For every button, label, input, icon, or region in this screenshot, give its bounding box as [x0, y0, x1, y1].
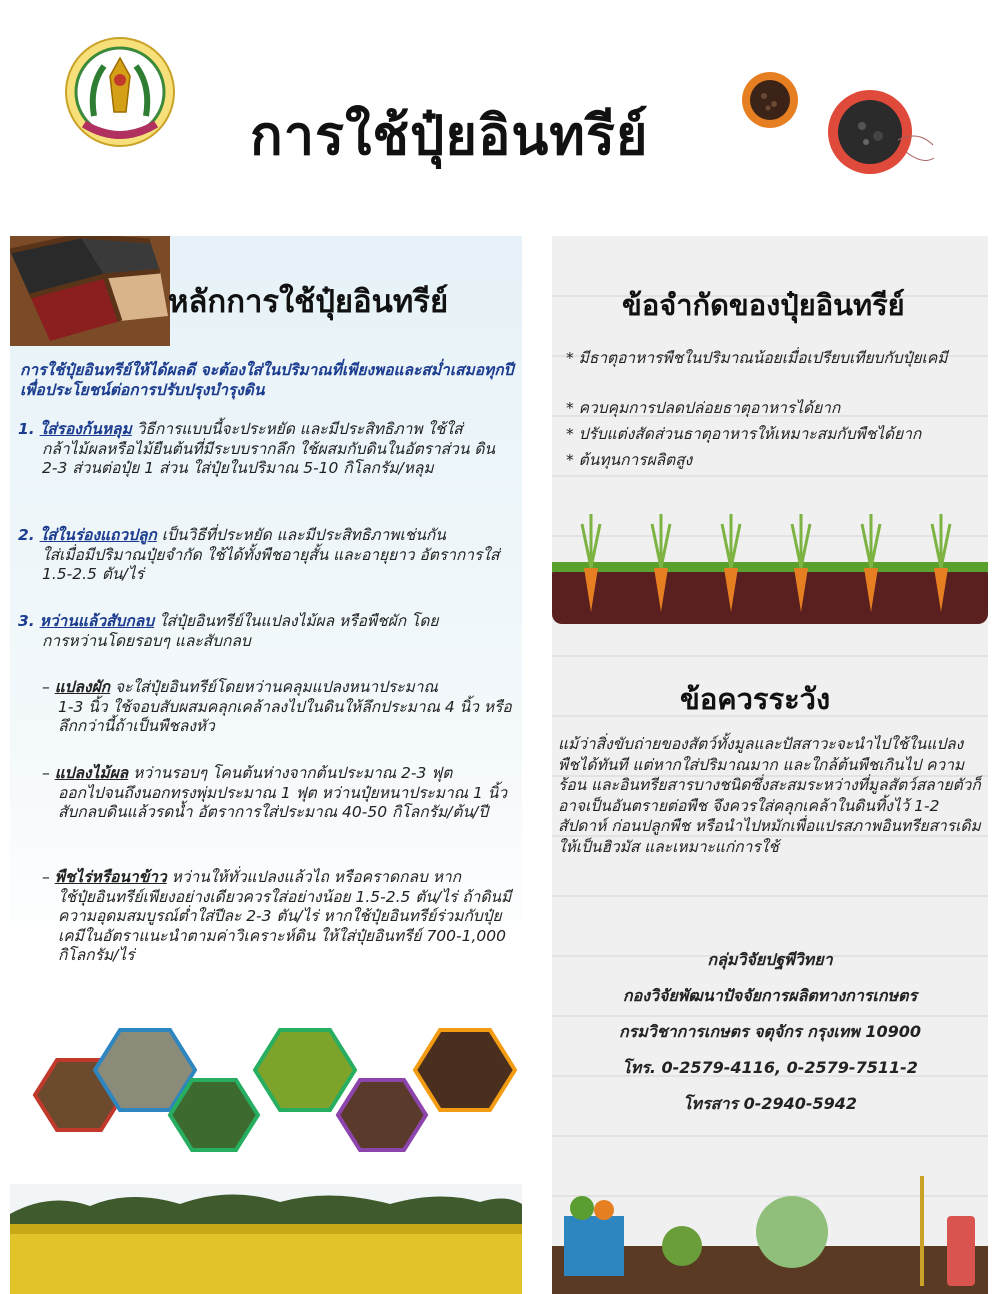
contact-fax: โทรสาร 0-2940-5942: [682, 1094, 858, 1113]
item-number: 1.: [18, 420, 35, 438]
item-text-cont: กล้าไม้ผลหรือไม้ยืนต้นที่มีระบบรากลึก ใช้ผสมกับดินในอัตราส่วน ดิน 2-3 ส่วนต่อปุ๋ย 1 ส่วน ใส่ปุ๋ยในปริมาณ 5-10 กิโลกรัม/หลุม: [42, 439, 496, 477]
subitem-vegetable-plot: [42, 678, 514, 737]
subitem-fruit-orchard: [42, 764, 514, 823]
caution-text: แม้ว่าสิ่งขับถ่ายของสัตว์ทั้งมูลและปัสสาวะจะนำไปใช้ในแปลงพืชได้ทันที แต่หากใส่ปริมาณมาก และใกล้ต้นพืชเกินไป ความร้อน และอินทรียสารบางชนิดซึ่งสะสมระหว่างที่มูลสัตว์สลายตัวก็อาจเป็นอันตรายต่อพืช จึงควรใส่คลุกเคล้าในดินทิ้งไว้ 1-2 สัปดาห์ ก่อนปลูกพืช หรือนำไปหมักเพื่อแปรสภาพอินทรียสารเดิมให้เป็นฮิวมัส และเหมาะแก่การใช้: [558, 735, 981, 856]
carrot-bed-illustration: [552, 484, 988, 629]
subitem-text: หว่านรอบๆ โคนต้นห่างจากต้นประมาณ 2-3 ฟุต: [128, 764, 453, 782]
subitem-text-cont: ออกไปจนถึงนอกทรงพุ่มประมาณ 1 ฟุต หว่านปุ๋ยหนาประมาณ 1 นิ้ว สับกลบดินแล้วรดน้ำ อัตราการใส่ประมาณ 40-50 กิโลกรัม/ต้น/ปี: [58, 783, 508, 821]
contact-address: กรมวิชาการเกษตร จตุจักร กรุงเทพ 10900: [618, 1022, 922, 1041]
principle-item-3: [18, 612, 514, 651]
principles-title: หลักการใช้ปุ๋ยอินทรีย์: [168, 284, 449, 320]
seed-bowls-image: [738, 70, 938, 180]
dash: –: [42, 868, 50, 886]
limitation-item: * มีธาตุอาหารพืชในปริมาณน้อยเมื่อเปรียบเทียบกับปุ๋ยเคมี: [566, 349, 948, 367]
limitations-title: ข้อจำกัดของปุ๋ยอินทรีย์: [622, 288, 905, 322]
subitem-text: หว่านให้ทั่วแปลงแล้วไถ หรือคราดกลบ หาก: [166, 868, 462, 886]
item-heading: ใส่ในร่องแถวปลูก: [39, 526, 157, 544]
principles-intro: การใช้ปุ๋ยอินทรีย์ให้ได้ผลดี จะต้องใส่ในปริมาณที่เพียงพอและสม่ำเสมอทุกปีเพื่อประโยชน์ต่อการปรับปรุงบำรุงดิน: [20, 361, 514, 399]
item-text-cont: ใส่เมื่อมีปริมาณปุ๋ยจำกัด ใช้ได้ทั้งพืชอายุสั้น และอายุยาว อัตราการใส่ 1.5-2.5 ตัน/ไร่: [42, 545, 500, 583]
limitation-item: * ต้นทุนการผลิตสูง: [566, 451, 693, 469]
dash: –: [42, 764, 50, 782]
item-number: 3.: [18, 612, 35, 630]
item-text: วิธีการแบบนี้จะประหยัด และมีประสิทธิภาพ ใช้ใส่: [131, 420, 463, 438]
contact-group: กลุ่มวิจัยปฐพีวิทยา: [707, 950, 833, 969]
subitem-field-crops: [42, 868, 514, 966]
contact-division: กองวิจัยพัฒนาปัจจัยการผลิตทางการเกษตร: [622, 986, 918, 1005]
principle-item-2: [18, 526, 514, 585]
subitem-text: จะใส่ปุ๋ยอินทรีย์โดยหว่านคลุมแปลงหนาประมาณ: [110, 678, 438, 696]
compost-photo-hexagons: [20, 1015, 520, 1175]
item-text: ใส่ปุ๋ยอินทรีย์ในแปลงไม้ผล หรือพืชผัก โดย: [154, 612, 439, 630]
caution-title: ข้อควรระวัง: [680, 682, 831, 716]
department-logo: [64, 36, 176, 148]
item-text-cont: การหว่านโดยรอบๆ และสับกลบ: [42, 631, 251, 650]
limitation-item: * ควบคุมการปลดปล่อยธาตุอาหารได้ยาก: [566, 399, 841, 417]
subitem-text-cont: 1-3 นิ้ว ใช้จอบสับผสมคลุกเคล้าลงไปในดินให้ลึกประมาณ 4 นิ้ว หรือลึกกว่านี้ถ้าเป็นพืชลงหัว: [58, 697, 512, 735]
item-heading: หว่านแล้วสับกลบ: [39, 612, 155, 630]
vegetable-garden-illustration: [552, 1136, 988, 1294]
subitem-text-cont: ใช้ปุ๋ยอินทรีย์เพียงอย่างเดียวควรใส่อย่างน้อย 1.5-2.5 ตัน/ไร่ ถ้าดินมีความอุดมสมบูรณ์ต่ำใส่ปีละ 2-3 ตัน/ไร่ หากใช้ปุ๋ยอินทรีย์ร่วมกับปุ๋ยเคมีในอัตราแนะนำตามค่าวิเคราะห์ดิน ให้ใส่ปุ๋ยอินทรีย์ 700-1,000 กิโลกรัม/ไร่: [58, 887, 512, 964]
subitem-heading: แปลงผัก: [54, 678, 111, 696]
principles-panel: [10, 236, 522, 966]
limitation-item: * ปรับแต่งสัดส่วนธาตุอาหารให้เหมาะสมกับพืชได้ยาก: [566, 425, 922, 443]
dash: –: [42, 678, 50, 696]
limitations-panel: [552, 236, 988, 1294]
item-number: 2.: [18, 526, 35, 544]
sunn-hemp-field-photo: [10, 1184, 522, 1294]
page-title: การใช้ปุ๋ยอินทรีย์: [250, 104, 649, 167]
principle-item-1: [18, 420, 514, 479]
contact-phone: โทร. 0-2579-4116, 0-2579-7511-2: [622, 1058, 918, 1077]
item-text: เป็นวิธีที่ประหยัด และมีประสิทธิภาพเช่นกัน: [156, 526, 446, 544]
subitem-heading: แปลงไม้ผล: [54, 764, 129, 782]
subitem-heading: พืชไร่หรือนาข้าว: [54, 868, 167, 886]
item-heading: ใส่รองก้นหลุม: [39, 420, 132, 438]
bean-tray-image: [10, 236, 170, 346]
